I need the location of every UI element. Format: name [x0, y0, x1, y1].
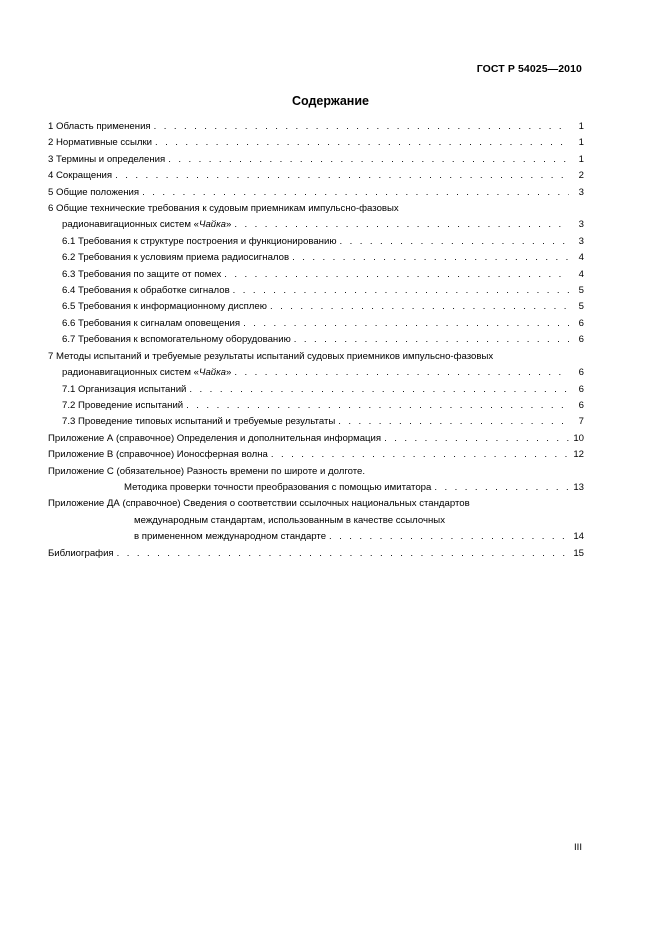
toc-entry-text-line1: 6 Общие технические требования к судовым приемникам импульсно-фазовых: [48, 203, 399, 215]
toc-entry-text: 6.4 Требования к обработке сигналов: [62, 285, 230, 297]
toc-entry-1[interactable]: [48, 119, 584, 135]
toc-entry-bibliography[interactable]: [48, 546, 584, 562]
toc-entry-text: 1 Область применения: [48, 121, 151, 132]
toc-entry-appendix-a[interactable]: [48, 431, 584, 447]
toc-leader-dots: [329, 529, 569, 545]
toc-entry-text-line3: в примененном международном стандарте: [134, 531, 327, 543]
toc-entry-page: 3: [578, 235, 584, 247]
toc-entry-page: 6: [578, 367, 584, 379]
toc-entry-text: 7.2 Проведение испытаний: [62, 399, 184, 411]
toc-leader-dots: [294, 332, 569, 348]
toc-entry-page: 6: [578, 317, 584, 329]
toc-entry-6-1[interactable]: [48, 234, 584, 250]
toc-entry-text: 6.2 Требования к условиям приема радиосигналов: [62, 252, 290, 264]
toc-entry-6-4[interactable]: [48, 283, 584, 299]
toc-leader-dots: [243, 316, 569, 332]
toc-entry-page: 3: [578, 219, 584, 231]
toc-leader-dots: [155, 135, 569, 151]
toc-entry-text-line1: Приложение ДА (справочное) Сведения о соответствии ссылочных национальных стандартов: [48, 498, 470, 510]
toc-entry-text-line1: 7 Методы испытаний и требуемые результаты испытаний судовых приемников импульсно-фазовых: [48, 350, 494, 362]
toc-entry-page: 2: [578, 170, 584, 182]
toc-entry-2[interactable]: [48, 135, 584, 151]
toc-entry-5[interactable]: [48, 185, 584, 201]
toc-entry-text: 7.3 Проведение типовых испытаний и требуемые результаты: [62, 416, 336, 428]
toc-entry-page: 15: [573, 547, 584, 559]
page-number: III: [574, 842, 582, 853]
toc-entry-6-7[interactable]: [48, 332, 584, 348]
toc-entry-text-line2: международным стандартам, использованным в качестве ссылочных: [134, 514, 445, 526]
toc-entry-text: 3 Термины и определения: [48, 153, 166, 165]
toc-leader-dots: [142, 185, 569, 201]
toc-entry-6-6[interactable]: [48, 316, 584, 332]
toc-entry-7-3[interactable]: [48, 414, 584, 430]
toc-entry-text: 4 Сокращения: [48, 170, 113, 182]
toc-entry-page: 6: [578, 399, 584, 411]
toc-entry-4[interactable]: [48, 168, 584, 184]
toc-leader-dots: [270, 299, 569, 315]
toc-entry-text: Библиография: [48, 547, 114, 559]
toc-entry-6-2[interactable]: [48, 250, 584, 266]
toc-entry-6-3[interactable]: [48, 267, 584, 283]
toc-entry-page: 13: [573, 481, 584, 493]
toc-leader-dots: [117, 546, 569, 562]
toc-entry-6-5[interactable]: [48, 299, 584, 315]
toc-leader-dots: [338, 414, 569, 430]
toc-leader-dots: [186, 398, 569, 414]
toc-entry-page: 6: [578, 334, 584, 346]
toc-leader-dots: [234, 217, 569, 233]
toc-entry-text: Приложение А (справочное) Определения и дополнительная информация: [48, 432, 382, 444]
toc-entry-page: 1: [578, 153, 584, 165]
toc-leader-dots: [168, 152, 569, 168]
toc-leader-dots: [271, 447, 569, 463]
toc-entry-text-line2: радионавигационных систем «Чайка»: [62, 219, 232, 231]
toc-entry-page: 4: [578, 268, 584, 280]
toc-entry-page: 6: [578, 383, 584, 395]
toc-entry-text: 6.3 Требования по защите от помех: [62, 268, 222, 280]
toc-entry-7[interactable]: [48, 349, 584, 382]
toc-leader-dots: [292, 250, 569, 266]
toc-entry-page: 5: [578, 285, 584, 297]
toc-entry-page: 1: [578, 121, 584, 132]
toc-entry-page: 1: [578, 137, 584, 149]
toc-entry-text-line2: Методика проверки точности преобразования с помощью имитатора: [124, 481, 432, 493]
toc-entry-text: 6.7 Требования к вспомогательному оборудованию: [62, 334, 291, 346]
toc-entry-text: 6.6 Требования к сигналам оповещения: [62, 317, 241, 329]
toc-title: Содержание: [291, 94, 369, 108]
toc-entry-page: 3: [578, 186, 584, 198]
toc-entry-appendix-c[interactable]: [48, 464, 584, 497]
toc-entry-page: 10: [573, 432, 584, 444]
toc-entry-6[interactable]: [48, 201, 584, 234]
toc-leader-dots: [234, 365, 569, 381]
toc-entry-text: 6.1 Требования к структуре построения и функционированию: [62, 235, 337, 247]
toc-leader-dots: [384, 431, 569, 447]
toc-leader-dots: [340, 234, 569, 250]
toc-leader-dots: [189, 382, 569, 398]
toc-entry-text: Приложение В (справочное) Ионосферная волна: [48, 449, 268, 461]
toc-leader-dots: [115, 168, 569, 184]
toc-entry-text: 6.5 Требования к информационному дисплею: [62, 301, 267, 313]
toc-entry-7-1[interactable]: [48, 382, 584, 398]
toc-entry-3[interactable]: [48, 152, 584, 168]
toc-entry-page: 14: [573, 531, 584, 543]
toc-entry-page: 12: [573, 449, 584, 461]
toc-entry-text: 5 Общие положения: [48, 186, 140, 198]
toc-entry-7-2[interactable]: [48, 398, 584, 414]
toc-entry-page: 4: [578, 252, 584, 264]
toc-leader-dots: [434, 480, 569, 496]
toc-entry-text: 7.1 Организация испытаний: [62, 383, 187, 395]
toc-leader-dots: [233, 283, 569, 299]
toc-entry-page: 7: [578, 416, 584, 428]
toc-entry-appendix-da[interactable]: [48, 496, 584, 545]
toc-entry-page: 5: [578, 301, 584, 313]
toc-leader-dots: [154, 119, 569, 135]
toc-leader-dots: [224, 267, 569, 283]
document-code: ГОСТ Р 54025—2010: [476, 63, 582, 75]
toc-entry-text-line2: радионавигационных систем «Чайка»: [62, 367, 232, 379]
toc-entry-appendix-b[interactable]: [48, 447, 584, 463]
toc-entry-text-line1: Приложение С (обязательное) Разность времени по широте и долготе.: [48, 465, 366, 477]
toc-entry-text: 2 Нормативные ссылки: [48, 137, 153, 149]
table-of-contents: [48, 119, 584, 562]
